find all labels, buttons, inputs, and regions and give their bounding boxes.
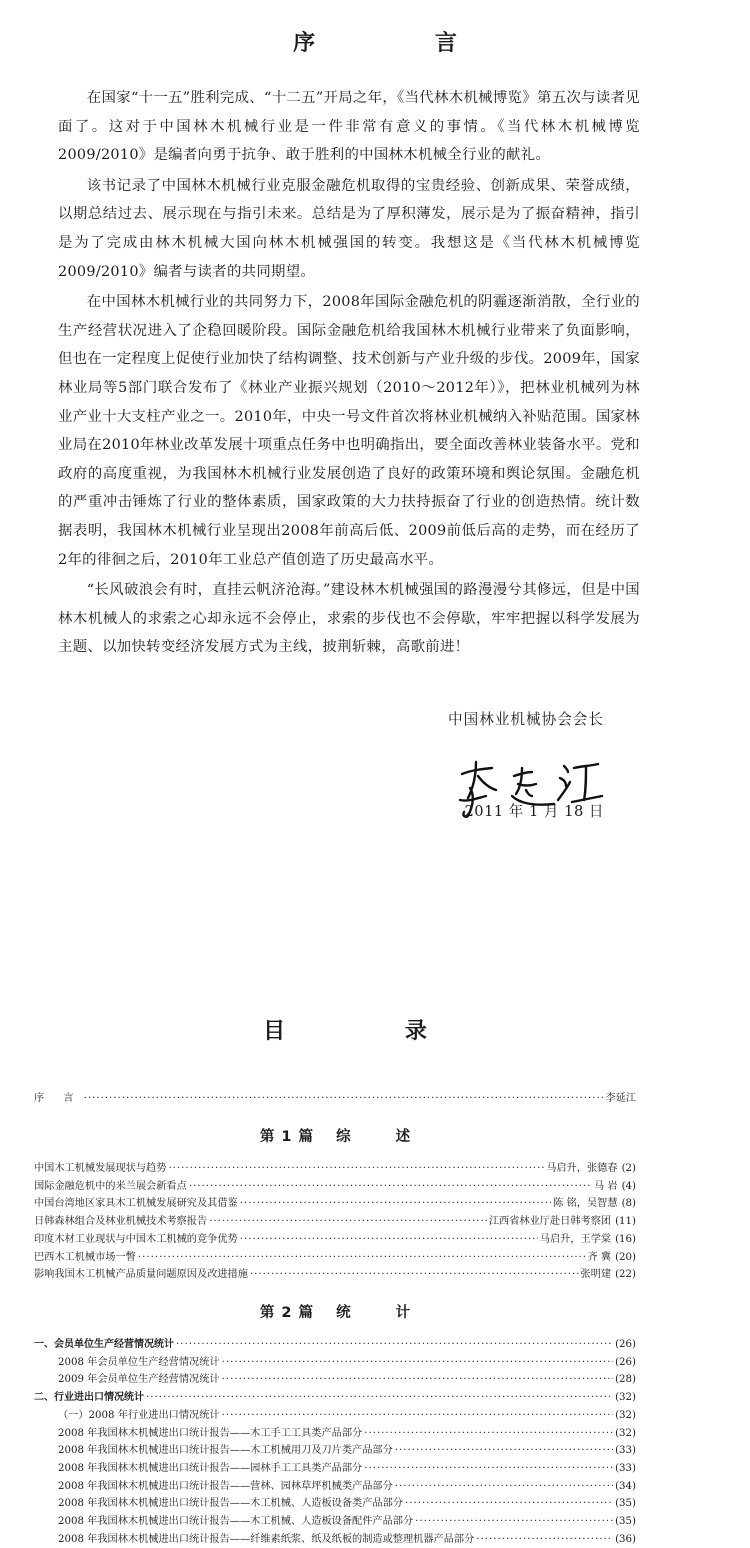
toc-leader-dots: [222, 1355, 613, 1371]
toc-entry[interactable]: [58, 1532, 636, 1548]
toc-entry-page: (34): [615, 1480, 636, 1492]
preface-paragraph: 该书记录了中国林木机械行业克服金融危机取得的宝贵经验、创新成果、荣誉成绩，以期总结过去、展示现在与指引未来。总结是为了厚积薄发，展示是为了振奋精神，指引是为了完成由林木机械大国向林木机械强国的转变。我想这是《当代林木机械博览2009/2010》编者与读者的共同期望。: [58, 177, 640, 280]
toc-entry-title: 2008 年我国林木机械进出口统计报告——木工机械、人造板设备配件产品部分: [58, 1516, 414, 1527]
toc-entry[interactable]: [58, 1443, 636, 1459]
toc-entry-author: 马启升，张德春: [546, 1163, 618, 1174]
toc-entry-preface[interactable]: [34, 1091, 636, 1107]
toc-entry-page: (33): [615, 1462, 636, 1474]
toc-entry-page: (22): [615, 1269, 636, 1281]
toc-leader-dots: [240, 1232, 538, 1248]
toc-entry-title: 2008 年我国林木机械进出口统计报告——木工机械、人造板设备类产品部分: [58, 1498, 403, 1510]
toc-leader-dots: [176, 1337, 613, 1353]
toc-entry-page: (35): [615, 1498, 636, 1510]
toc-leader-dots: [250, 1267, 579, 1283]
toc-entry-author: 江西省林业厅赴日韩考察团: [488, 1216, 612, 1228]
toc-leader-dots: [364, 1461, 613, 1477]
toc-entry-page: (35): [615, 1516, 636, 1527]
preface-paragraph: “长风破浪会有时，直挂云帆济沧海。”建设林木机械强国的路漫漫兮其修远，但是中国林木机械人的求索之心却永远不会停止，求索的步伐也不会停歇，牢牢把握以科学发展为主题、以加快转变经济发展方式为主线，披荆斩棘，高歌前进！: [58, 582, 640, 656]
part-number: 第 1 篇: [259, 1129, 315, 1145]
toc-entry-title: 影响我国木工机械产品质量问题原因及改进措施: [34, 1269, 248, 1281]
toc-leader-dots: [222, 1408, 613, 1424]
toc-entry[interactable]: [58, 1426, 636, 1442]
toc-entry-title: 巴西木工机械市场一瞥: [34, 1251, 136, 1263]
toc-entry[interactable]: [58, 1514, 636, 1530]
toc-entry-title: 2009 年会员单位生产经营情况统计: [58, 1374, 220, 1386]
toc-entry-page: (32): [615, 1392, 636, 1404]
toc-entry-page: (32): [615, 1409, 636, 1421]
toc-leader-dots: [395, 1479, 613, 1495]
toc-entry-page: (28): [615, 1374, 636, 1386]
toc-entry-title: 日韩森林组合及林业机械技术考察报告: [34, 1216, 208, 1228]
toc-entry[interactable]: [58, 1461, 636, 1477]
toc-entry-title: 国际金融危机中的米兰展会新看点: [34, 1180, 187, 1192]
toc-entry-title: 中国台湾地区家具木工机械发展研究及其借鉴: [34, 1198, 238, 1210]
toc-entry-title: 2008 年我国林木机械进出口统计报告——园林手工工具类产品部分: [58, 1462, 363, 1474]
toc-entry-author: 张明建: [580, 1269, 612, 1281]
part-name: 统 计: [336, 1305, 431, 1321]
toc-entry-author: 齐 冀: [587, 1251, 612, 1263]
toc-leader-dots: [364, 1426, 613, 1442]
toc-leader-dots: [209, 1214, 487, 1230]
toc-entry[interactable]: [34, 1250, 636, 1266]
toc-entry-title: 印度木材工业现状与中国木工机械的竞争优势: [34, 1233, 238, 1245]
toc-entry-title: 序 言: [34, 1093, 82, 1104]
toc-entry[interactable]: [34, 1337, 636, 1353]
toc-leader-dots: [146, 1390, 613, 1406]
sign-date: 2011 年 1 月 18 日: [464, 803, 604, 820]
toc-leader-dots: [138, 1250, 586, 1266]
toc-entry-page: (2): [621, 1163, 636, 1174]
toc-entry-title: 2008 年会员单位生产经营情况统计: [58, 1356, 220, 1368]
preface-paragraph: 在中国林木机械行业的共同努力下，2008年国际金融危机的阴霾逐渐消散，全行业的生产经营状况进入了企稳回暖阶段。国际金融危机给我国林木机械行业带来了负面影响，但也在一定程度上促使行业加快了结构调整、技术创新与产业升级的步伐。2009年，国家林业局等5部门联合发布了《林业产业振兴规划（2010～2012年）》，把林业机械列为林业产业十大支柱产业之一。2010年，中央一号文件首次将林业机械纳入补贴范围。国家林业局在2010年林业改革发展十项重点任务中也明确指出，要全面改善林业装备水平。党和政府的高度重视，为我国林木机械行业发展创造了良好的政策环境和舆论氛围。金融危机的严重冲击锤炼了行业的整体素质，国家政策的大力扶持振奋了行业的创造热情。统计数据表明，我国林木机械行业呈现出2008年前高后低、2009前低后高的走势，而在经历了2年的徘徊之后，2010年工业总产值创造了历史最高水平。: [58, 294, 640, 568]
toc-leader-dots: [415, 1514, 613, 1530]
toc-entry-page: (32): [615, 1427, 636, 1439]
toc-entry[interactable]: [34, 1267, 636, 1283]
toc-leader-dots: [395, 1443, 613, 1459]
toc-entry-title: 2008 年我国林木机械进出口统计报告——纤维素纸浆、纸及纸板的制造或整理机器产品部分: [58, 1533, 475, 1545]
toc-entry[interactable]: [34, 1196, 636, 1212]
toc-entry-title: 中国木工机械发展现状与趋势: [34, 1163, 167, 1174]
preface-paragraph: 在国家“十一五”胜利完成、“十二五”开局之年，《当代林木机械博览》第五次与读者见面了。这对于中国林木机械行业是一件非常有意义的事情。《当代林木机械博览2009/2010》是编者向勇于抗争、敢于胜利的中国林木机械全行业的献礼。: [58, 90, 640, 164]
toc-entry-page: (36): [615, 1533, 636, 1545]
toc-entry-page: (26): [615, 1339, 636, 1350]
toc-entry-page: (8): [621, 1198, 636, 1210]
toc-leader-dots: [168, 1161, 544, 1177]
preface-title: 序 言: [293, 31, 513, 56]
signer-title: 中国林业机械协会会长: [448, 711, 604, 728]
toc-entry-title: （一）2008 年行业进出口情况统计: [58, 1409, 220, 1421]
toc-entry-title: 二、行业进出口情况统计: [34, 1392, 144, 1404]
toc-entry-author: 马 岩: [593, 1180, 618, 1192]
toc-entry[interactable]: [34, 1214, 636, 1230]
toc-entry-page: (11): [615, 1216, 636, 1228]
toc-entry[interactable]: [34, 1161, 636, 1177]
toc-entry[interactable]: [34, 1390, 636, 1406]
toc-entry[interactable]: [34, 1179, 636, 1195]
toc-entry-page: (4): [621, 1180, 636, 1192]
toc-leader-dots: [189, 1179, 592, 1195]
toc-entry-title: 一、会员单位生产经营情况统计: [34, 1339, 174, 1350]
toc-leader-dots: [476, 1532, 613, 1548]
toc-entry[interactable]: [58, 1496, 636, 1512]
toc-entry-page: (16): [615, 1233, 636, 1245]
toc-leader-dots: [84, 1091, 604, 1107]
toc-entry[interactable]: [34, 1232, 636, 1248]
toc-entry-page: (33): [615, 1445, 636, 1457]
toc-entry[interactable]: [58, 1355, 636, 1371]
toc-leader-dots: [222, 1372, 613, 1388]
part-number: 第 2 篇: [259, 1305, 315, 1321]
part2-heading: [0, 1301, 690, 1322]
toc-entry[interactable]: [58, 1408, 636, 1424]
toc-entry-page: (26): [615, 1356, 636, 1368]
toc-title: 目 录: [263, 1019, 483, 1044]
toc-entry-title: 2008 年我国林木机械进出口统计报告——木工手工工具类产品部分: [58, 1427, 363, 1439]
toc-leader-dots: [405, 1496, 613, 1512]
toc-entry-author: 马启升，王学棠: [539, 1233, 612, 1245]
toc-entry[interactable]: [58, 1372, 636, 1388]
toc-leader-dots: [240, 1196, 551, 1212]
part-name: 综 述: [336, 1129, 431, 1145]
toc-entry-author: 陈 铭，吴智慧: [553, 1198, 618, 1210]
preface-body: [58, 84, 640, 662]
toc-entry-title: 2008 年我国林木机械进出口统计报告——营林、园林草坪机械类产品部分: [58, 1480, 393, 1492]
toc-entry-author: 李延江: [605, 1093, 636, 1104]
toc-entry-title: 2008 年我国林木机械进出口统计报告——木工机械用刀及刀片类产品部分: [58, 1445, 393, 1457]
toc-entry-page: (20): [615, 1251, 636, 1263]
toc-entry[interactable]: [58, 1479, 636, 1495]
part1-heading: [0, 1125, 690, 1146]
